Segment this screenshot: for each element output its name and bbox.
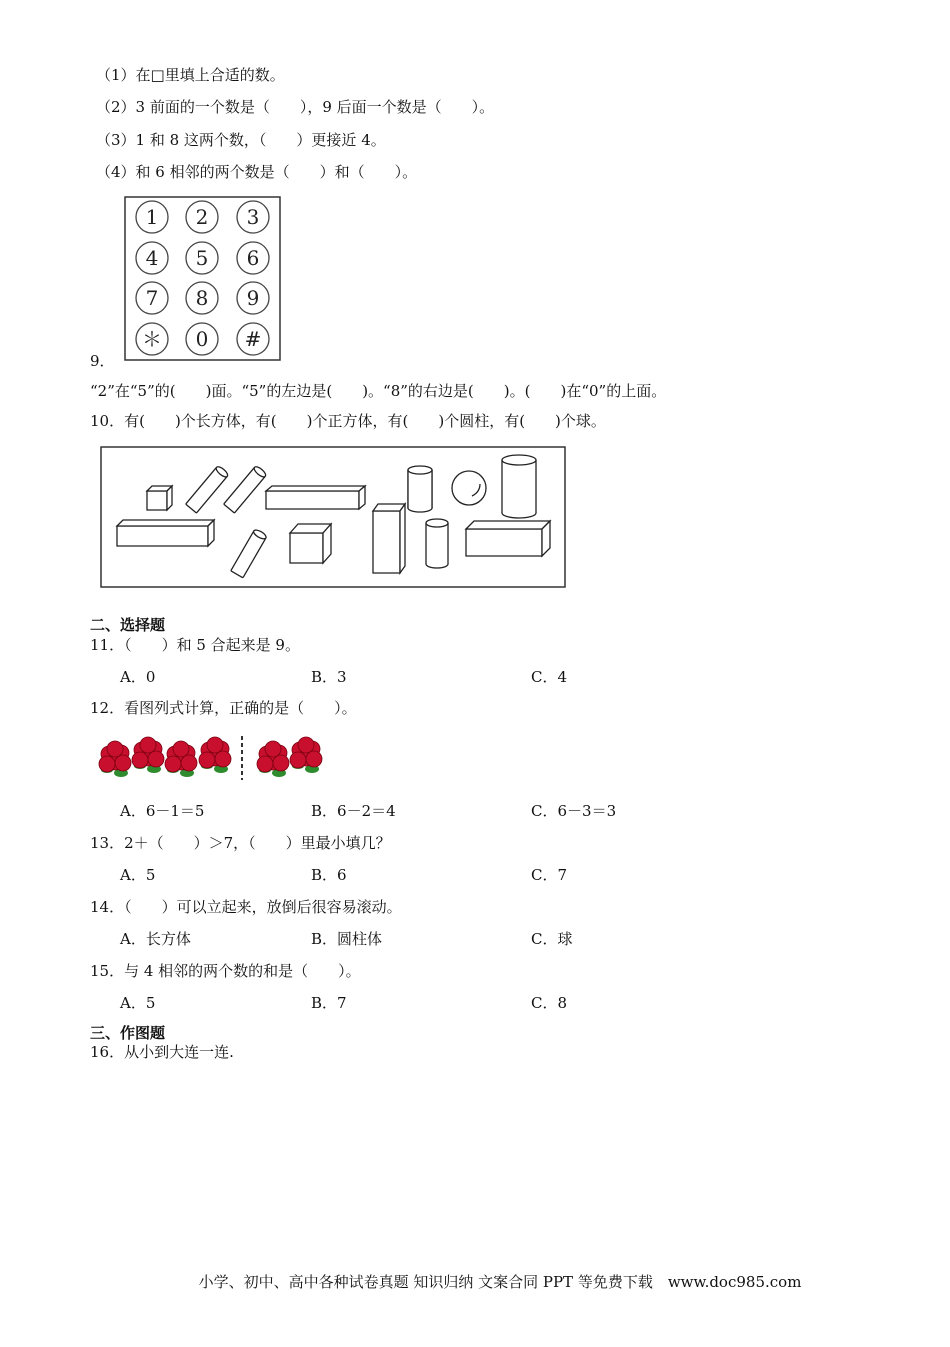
center-cube-shape xyxy=(290,524,331,563)
keypad-key-2 xyxy=(186,201,218,233)
keypad-key-# xyxy=(237,323,269,355)
keypad-key-7 xyxy=(136,282,168,314)
q12-option-b[interactable]: B．6－2＝4 xyxy=(311,802,396,820)
q14-option-c[interactable]: C．球 xyxy=(531,930,573,948)
page-footer: 小学、初中、高中各种试卷真题 知识归纳 文案合同 PPT 等免费下载 www.doc985.com xyxy=(198,1273,802,1291)
q14-option-a[interactable]: A．长方体 xyxy=(120,930,191,948)
svg-text:7: 7 xyxy=(145,286,159,310)
svg-text:0: 0 xyxy=(195,327,209,351)
small-cylinder-upper xyxy=(408,466,432,512)
svg-text:6: 6 xyxy=(246,246,260,270)
q9-text: “2”在“5”的( )面。“5”的左边是( )。“8”的右边是( )。( )在“0”的上面。 xyxy=(90,382,667,400)
q15-option-c[interactable]: C．8 xyxy=(531,994,568,1012)
flower-icon xyxy=(199,737,231,773)
svg-text:#: # xyxy=(244,327,262,351)
flower-icon xyxy=(257,741,289,777)
keypad-key-3 xyxy=(237,201,269,233)
flowers-figure xyxy=(93,734,333,784)
q13-option-b[interactable]: B．6 xyxy=(311,866,347,884)
q11-option-c[interactable]: C．4 xyxy=(531,668,568,686)
flower-icon xyxy=(290,737,322,773)
keypad-key-＊ xyxy=(136,323,168,355)
q12-option-c[interactable]: C．6－3＝3 xyxy=(531,802,617,820)
q12-text: 12．看图列式计算，正确的是（ ）。 xyxy=(90,699,357,717)
keypad-key-8 xyxy=(186,282,218,314)
q11-text: 11．（ ）和 5 合起来是 9。 xyxy=(90,636,300,654)
q8-sub4: （4）和 6 相邻的两个数是（ ）和（ ）。 xyxy=(96,163,418,181)
q14-text: 14．（ ）可以立起来，放倒后很容易滚动。 xyxy=(90,898,402,916)
q15-option-b[interactable]: B．7 xyxy=(311,994,347,1012)
right-cuboid xyxy=(466,521,550,556)
long-cuboid-left xyxy=(117,520,214,546)
q13-option-c[interactable]: C．7 xyxy=(531,866,568,884)
q15-text: 15．与 4 相邻的两个数的和是（ ）。 xyxy=(90,962,361,980)
long-cuboid-top xyxy=(266,486,365,509)
q8-sub1: （1）在□里填上合适的数。 xyxy=(96,66,285,84)
keypad-key-9 xyxy=(237,282,269,314)
keypad-key-6 xyxy=(237,242,269,274)
svg-text:1: 1 xyxy=(145,205,159,229)
keypad-key-0 xyxy=(186,323,218,355)
flower-icon xyxy=(165,741,197,777)
big-cylinder xyxy=(502,455,536,518)
q11-option-b[interactable]: B．3 xyxy=(311,668,347,686)
q12-option-a[interactable]: A．6－1＝5 xyxy=(120,802,205,820)
q15-option-a[interactable]: A．5 xyxy=(120,994,156,1012)
q14-option-b[interactable]: B．圆柱体 xyxy=(311,930,383,948)
svg-text:＊: ＊ xyxy=(142,327,162,351)
sphere-shape xyxy=(452,471,486,505)
section3-title: 三、作图题 xyxy=(90,1024,166,1042)
q16-text: 16．从小到大连一连. xyxy=(90,1043,234,1061)
q13-option-a[interactable]: A．5 xyxy=(120,866,156,884)
shapes-figure xyxy=(100,446,567,589)
small-cube-shape xyxy=(147,486,172,510)
svg-text:9: 9 xyxy=(246,286,260,310)
q10-text: 10．有( )个长方体，有( )个正方体，有( )个圆柱，有( )个球。 xyxy=(90,412,606,430)
keypad-figure xyxy=(124,196,282,362)
q13-text: 13．2＋（ ）＞7，（ ）里最小填几？ xyxy=(90,834,391,852)
small-cylinder-lower xyxy=(426,519,448,568)
flower-icon xyxy=(132,737,164,773)
section2-title: 二、选择题 xyxy=(90,616,166,634)
q11-option-a[interactable]: A．0 xyxy=(120,668,156,686)
keypad-key-4 xyxy=(136,242,168,274)
svg-text:2: 2 xyxy=(195,205,209,229)
svg-text:3: 3 xyxy=(246,205,260,229)
flower-icon xyxy=(99,741,131,777)
keypad-key-1 xyxy=(136,201,168,233)
tall-cuboid xyxy=(373,504,405,573)
svg-text:8: 8 xyxy=(195,286,209,310)
q8-sub3: （3）1 和 8 这两个数，（ ）更接近 4。 xyxy=(96,131,386,149)
q9-number: 9． xyxy=(90,352,115,370)
keypad-key-5 xyxy=(186,242,218,274)
svg-text:5: 5 xyxy=(195,246,209,270)
svg-text:4: 4 xyxy=(145,246,159,270)
q8-sub2: （2）3 前面的一个数是（ ），9 后面一个数是（ ）。 xyxy=(96,98,495,116)
